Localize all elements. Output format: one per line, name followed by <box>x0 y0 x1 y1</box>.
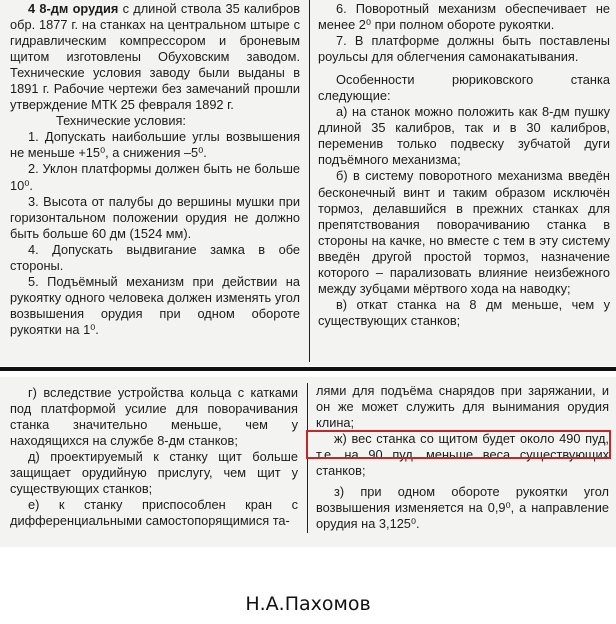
highlight-box <box>306 430 611 459</box>
paragraph: 1. Допускать наибольшие углы возвышения не меньше +15⁰, а снижения –5⁰. <box>10 129 300 161</box>
paragraph: е) к станку приспособлен кран с дифференциальными самостопорящимися та- <box>10 497 298 529</box>
paragraph: 4 8-дм орудия с длиной ствола 35 калибров обр. 1877 г. на станках на центральном штыре с гидравлическим компрессором и броневым щитом изготовлены Обуховским заводом. Технические условия заводу были выданы в 1891 г. Рабочие чертежи без замечаний прошли утверждение МТК 25 февраля 1892 г. <box>10 1 300 113</box>
paragraph: 7. В платформе должны быть поставлены роульсы для облегчения самонакатывания. <box>318 33 610 65</box>
column-divider <box>309 0 310 362</box>
paragraph: в) откат станка на 8 дм меньше, чем у существующих станков; <box>318 296 610 328</box>
paragraph: 2. Уклон платформы должен быть не больше 10⁰. <box>10 161 300 193</box>
bottom-text-panel <box>0 377 616 547</box>
bottom-left-column <box>10 385 298 529</box>
paragraph: г) вследствие устройства кольца с катками под платформой усилие для поворачивания станка значительно меньше, чем у находящихся на службе 8-дм станков; <box>10 385 298 449</box>
paragraph: лями для подъёма снарядов при заряжании, и он же может служить для вынимания орудия клина; <box>316 383 609 431</box>
top-left-column <box>10 1 300 338</box>
paragraph: Особенности рюриковского станка следующие: <box>318 72 610 104</box>
paragraph: д) проектируемый к станку щит больше защищает орудийную прислугу, чем щит у существующих станков; <box>10 449 298 497</box>
paragraph: а) на станок можно положить как 8-дм пушку длиной 35 калибров, так и в 30 калибров, переменив только подвеску зубчатой дуги подъёмного механизма; <box>318 104 610 168</box>
top-right-column <box>318 1 610 329</box>
paragraph: 5. Подъёмный механизм при действии на рукоятку одного человека должен изменять угол возвышения орудия при одном обороте рукоятки на 1⁰. <box>10 273 300 337</box>
author-signature: Н.А.Пахомов <box>245 593 371 615</box>
bold-lead-in: 4 8-дм орудия <box>28 1 119 16</box>
paragraph: Технические условия: <box>56 113 186 129</box>
paragraph: 3. Высота от палубы до вершины мушки при горизонтальном положении орудия не должно быть больше 60 дм (1524 мм). <box>10 193 300 241</box>
paragraph: б) в систему поворотного механизма введён бесконечный винт и таким образом исключён тормоз, делавшийся в прежних станках для препятствования поворачиванию станка в стороны на качке, но вместе с тем в эту систему введён другой простой тормоз, назначение которого – парализовать влияние неизбежного между зубцами мёртвого хода на наводку; <box>318 168 610 296</box>
paragraph: з) при одном обороте рукоятки угол возвышения изменяется на 0,9⁰, а направление орудия на 3,125⁰. <box>316 484 609 532</box>
highlighted-paragraph: ж) вес станка со щитом будет около 490 пуд, т.е. на 90 пуд. меньше веса существующих станков; <box>316 431 609 479</box>
paragraph: 4. Допускать выдвигание замка в обе стороны. <box>10 241 300 273</box>
paragraph: 6. Поворотный механизм обеспечивает не менее 2⁰ при полном обороте рукоятки. <box>318 1 610 33</box>
section-separator <box>0 367 616 371</box>
